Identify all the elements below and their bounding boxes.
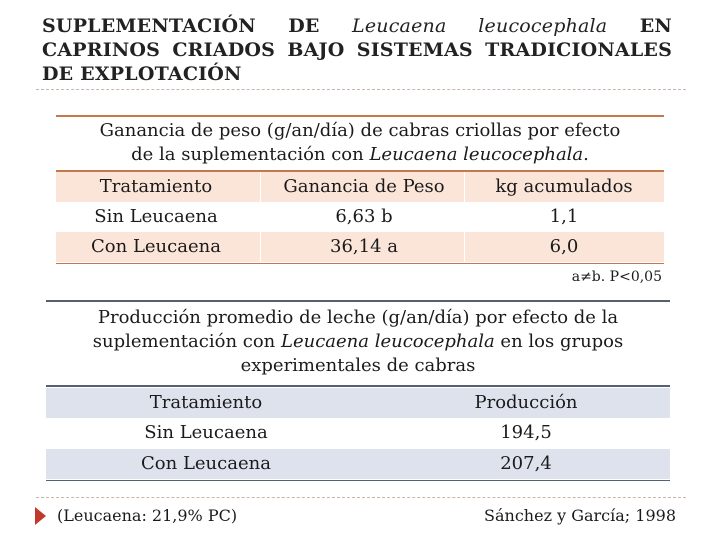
table2-caption-suffix: en los grupos bbox=[494, 331, 624, 352]
table2-header-row bbox=[46, 388, 670, 418]
table2-caption-species: Leucaena leucocephala bbox=[281, 331, 495, 352]
table1-caption-line2 bbox=[56, 143, 664, 167]
table1-header-ganancia: Ganancia de Peso bbox=[283, 176, 445, 197]
source-citation: Sánchez y García; 1998 bbox=[484, 506, 676, 525]
table1-cell: 6,63 b bbox=[335, 206, 393, 227]
table2-caption-line1: Producción promedio de leche (g/an/día) por efecto de la bbox=[97, 307, 619, 328]
table2-header-border bbox=[46, 385, 670, 387]
table-row bbox=[46, 418, 670, 448]
table-row bbox=[46, 449, 670, 479]
protein-note: (Leucaena: 21,9% PC) bbox=[57, 506, 238, 525]
table1-col-divider bbox=[260, 172, 261, 202]
table1-cell: 6,0 bbox=[549, 236, 579, 257]
table1-cell: 36,14 a bbox=[330, 236, 398, 257]
table1-cell: 1,1 bbox=[549, 206, 579, 227]
table2-cell: Sin Leucaena bbox=[144, 422, 268, 443]
table2-caption-line2 bbox=[46, 330, 670, 354]
table1-cell: Sin Leucaena bbox=[94, 206, 218, 227]
table2-cell: 207,4 bbox=[500, 453, 552, 474]
table2-header-tratamiento: Tratamiento bbox=[149, 392, 263, 413]
slide-title bbox=[42, 14, 672, 86]
table1-header-row bbox=[56, 172, 664, 202]
table1-header-tratamiento: Tratamiento bbox=[99, 176, 213, 197]
table1-cell: Con Leucaena bbox=[91, 236, 221, 257]
significance-footnote: a≠b. P<0,05 bbox=[571, 269, 662, 285]
title-text-2: EN CAPRINOS CRIADOS BAJO SISTEMAS TRADICIONALES DE EXPLOTACIÓN bbox=[42, 15, 672, 85]
table1-caption bbox=[56, 119, 664, 167]
table-row bbox=[56, 232, 664, 262]
table2-caption bbox=[46, 306, 670, 378]
table1-caption-line1: Ganancia de peso (g/an/día) de cabras criollas por efecto bbox=[99, 120, 621, 141]
table1-caption-species: Leucaena leucocephala bbox=[369, 144, 584, 165]
table2-cell: Con Leucaena bbox=[141, 453, 271, 474]
title-divider bbox=[36, 89, 686, 90]
table1-top-border bbox=[56, 115, 664, 117]
table1-caption-prefix: de la suplementación con bbox=[131, 144, 370, 165]
table1-col-divider bbox=[260, 232, 261, 262]
table1-header-kg: kg acumulados bbox=[495, 176, 633, 197]
table2-top-border bbox=[46, 300, 670, 302]
footer-divider bbox=[36, 497, 686, 498]
title-species-italic: Leucaena leucocephala bbox=[352, 15, 608, 37]
table1-caption-suffix: . bbox=[583, 144, 589, 165]
table2-caption-prefix: suplementación con bbox=[92, 331, 281, 352]
table2-cell: 194,5 bbox=[500, 422, 552, 443]
triangle-bullet-icon bbox=[35, 507, 46, 525]
table1-bottom-border bbox=[56, 263, 664, 264]
table2-bottom-border bbox=[46, 480, 670, 481]
table2-caption-line3: experimentales de cabras bbox=[240, 355, 476, 376]
table2-header-produccion: Producción bbox=[474, 392, 578, 413]
table-row bbox=[56, 202, 664, 232]
title-text-1: SUPLEMENTACIÓN DE bbox=[42, 15, 352, 37]
